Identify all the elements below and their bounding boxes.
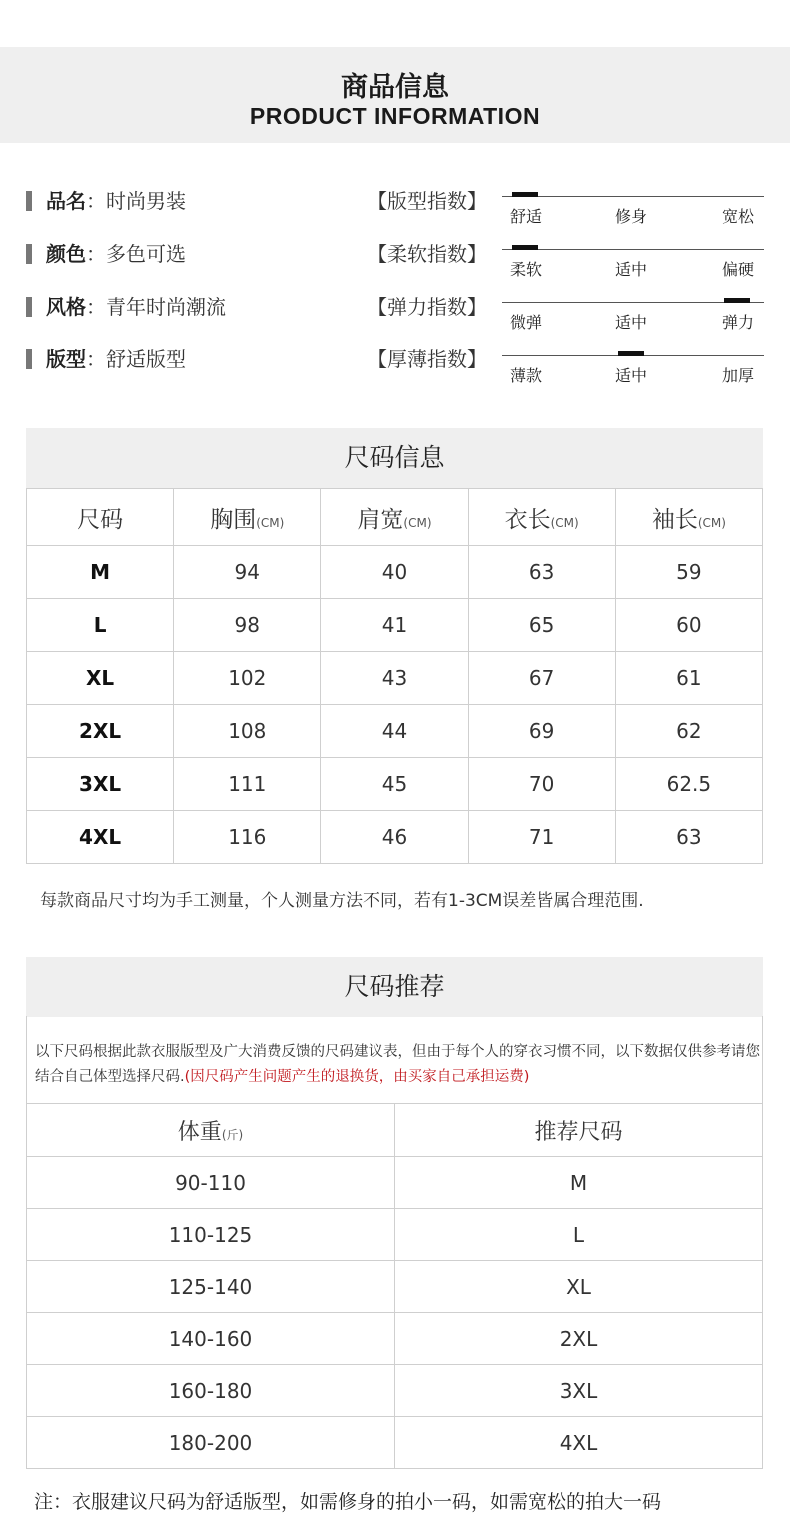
attribute-key: 颜色 bbox=[46, 242, 86, 266]
header-unit: (斤) bbox=[221, 1127, 244, 1142]
header-unit: (CM) bbox=[403, 515, 432, 530]
recommend-warning: (因尺码产生问题产生的退换货，由买家自己承担运费) bbox=[184, 1069, 530, 1085]
recommend-table bbox=[26, 1103, 763, 1469]
scale-label: 加厚 bbox=[722, 366, 755, 385]
scale-marker bbox=[724, 298, 750, 303]
table-cell: 46 bbox=[321, 811, 468, 864]
scale-label: 适中 bbox=[615, 313, 648, 332]
index-scale bbox=[502, 294, 764, 334]
table-cell: M bbox=[395, 1157, 763, 1209]
table-header-cell bbox=[27, 489, 174, 546]
table-cell: XL bbox=[27, 652, 174, 705]
scale-line bbox=[502, 196, 764, 197]
header-label: 袖长 bbox=[651, 506, 698, 533]
attribute-colon: ： bbox=[86, 189, 106, 213]
table-cell: 180-200 bbox=[27, 1417, 395, 1469]
table-cell: 61 bbox=[615, 652, 762, 705]
table-header-cell bbox=[27, 1104, 395, 1157]
table-cell: 98 bbox=[174, 599, 321, 652]
table-row bbox=[27, 1417, 763, 1469]
scale-label: 偏硬 bbox=[722, 260, 755, 279]
table-cell: 108 bbox=[174, 705, 321, 758]
table-cell: 2XL bbox=[27, 705, 174, 758]
index-scale bbox=[502, 188, 764, 228]
index-name: 【弹力指数】 bbox=[367, 295, 487, 319]
attribute-label bbox=[46, 295, 226, 319]
size-table bbox=[26, 488, 763, 864]
table-cell: 111 bbox=[174, 758, 321, 811]
attribute-label bbox=[46, 242, 186, 266]
table-row bbox=[27, 599, 763, 652]
table-cell: 62.5 bbox=[615, 758, 762, 811]
bullet-bar bbox=[26, 297, 32, 317]
attribute-value: 多色可选 bbox=[106, 242, 186, 266]
table-cell: 4XL bbox=[27, 811, 174, 864]
fit-note: 注：衣服建议尺码为舒适版型，如需修身的拍小一码，如需宽松的拍大一码 bbox=[34, 1491, 662, 1513]
attribute-value: 时尚男装 bbox=[106, 189, 186, 213]
attribute-label bbox=[46, 189, 186, 213]
measurement-note: 每款商品尺寸均为手工测量，个人测量方法不同，若有1-3CM误差皆属合理范围. bbox=[40, 891, 644, 911]
size-info-title: 尺码信息 bbox=[26, 428, 763, 488]
table-header-cell bbox=[174, 489, 321, 546]
scale-label: 弹力 bbox=[722, 313, 755, 332]
table-cell: 4XL bbox=[395, 1417, 763, 1469]
table-header-row bbox=[27, 489, 763, 546]
header-unit: (CM) bbox=[256, 515, 285, 530]
table-row bbox=[27, 652, 763, 705]
recommend-description bbox=[35, 1040, 760, 1090]
header-label: 体重 bbox=[177, 1119, 222, 1145]
table-cell: 71 bbox=[468, 811, 615, 864]
index-scale bbox=[502, 347, 764, 387]
attribute-colon: ： bbox=[86, 347, 106, 371]
table-cell: 40 bbox=[321, 546, 468, 599]
table-cell: 2XL bbox=[395, 1313, 763, 1365]
attribute-key: 品名 bbox=[46, 189, 86, 213]
attribute-value: 舒适版型 bbox=[106, 347, 186, 371]
table-cell: 60 bbox=[615, 599, 762, 652]
table-row bbox=[27, 1365, 763, 1417]
bullet-bar bbox=[26, 349, 32, 369]
table-cell: L bbox=[395, 1209, 763, 1261]
header-label: 尺码 bbox=[77, 506, 124, 533]
title-en: PRODUCT INFORMATION bbox=[249, 103, 541, 129]
index-name: 【版型指数】 bbox=[367, 189, 487, 213]
table-cell: 45 bbox=[321, 758, 468, 811]
attribute-key: 风格 bbox=[46, 295, 86, 319]
table-row bbox=[27, 758, 763, 811]
scale-label: 适中 bbox=[615, 260, 648, 279]
recommend-description-text: 以下尺码根据此款衣服版型及广大消费反馈的尺码建议表，但由于每个人的穿衣习惯不同，以下数据仅供参考请您结合自己体型选择尺码. bbox=[35, 1044, 760, 1085]
table-header-cell bbox=[321, 489, 468, 546]
header-label: 推荐尺码 bbox=[534, 1119, 623, 1145]
table-cell: XL bbox=[395, 1261, 763, 1313]
attribute-colon: ： bbox=[86, 242, 106, 266]
table-cell: 62 bbox=[615, 705, 762, 758]
scale-label: 宽松 bbox=[722, 207, 755, 226]
header-label: 衣长 bbox=[504, 506, 551, 533]
table-header-row bbox=[27, 1104, 763, 1157]
table-cell: 69 bbox=[468, 705, 615, 758]
table-cell: 125-140 bbox=[27, 1261, 395, 1313]
recommend-description-box bbox=[26, 1016, 763, 1103]
index-scale bbox=[502, 241, 764, 281]
table-cell: M bbox=[27, 546, 174, 599]
table-cell: 90-110 bbox=[27, 1157, 395, 1209]
table-header-cell bbox=[615, 489, 762, 546]
header-label: 胸围 bbox=[210, 506, 257, 533]
table-cell: 63 bbox=[468, 546, 615, 599]
table-row bbox=[27, 1209, 763, 1261]
header-unit: (CM) bbox=[697, 515, 726, 530]
table-cell: 65 bbox=[468, 599, 615, 652]
title-cn: 商品信息 bbox=[341, 72, 449, 103]
index-name: 【厚薄指数】 bbox=[367, 347, 487, 371]
table-cell: L bbox=[27, 599, 174, 652]
bullet-bar bbox=[26, 191, 32, 211]
table-cell: 63 bbox=[615, 811, 762, 864]
table-row bbox=[27, 1261, 763, 1313]
header-unit: (CM) bbox=[550, 515, 579, 530]
table-cell: 3XL bbox=[27, 758, 174, 811]
table-row bbox=[27, 811, 763, 864]
table-row bbox=[27, 546, 763, 599]
scale-marker bbox=[512, 192, 538, 197]
header-label: 肩宽 bbox=[357, 506, 404, 533]
table-row bbox=[27, 1157, 763, 1209]
scale-label: 适中 bbox=[615, 366, 648, 385]
scale-marker bbox=[618, 351, 644, 356]
attribute-label bbox=[46, 347, 186, 371]
scale-label: 修身 bbox=[615, 207, 648, 226]
table-cell: 116 bbox=[174, 811, 321, 864]
scale-label: 舒适 bbox=[510, 207, 543, 226]
table-cell: 43 bbox=[321, 652, 468, 705]
scale-label: 柔软 bbox=[510, 260, 543, 279]
table-cell: 67 bbox=[468, 652, 615, 705]
scale-label: 微弹 bbox=[510, 313, 543, 332]
bullet-bar bbox=[26, 244, 32, 264]
attribute-key: 版型 bbox=[46, 347, 86, 371]
attribute-value: 青年时尚潮流 bbox=[106, 295, 226, 319]
index-name: 【柔软指数】 bbox=[367, 242, 487, 266]
scale-line bbox=[502, 249, 764, 250]
table-header-cell bbox=[468, 489, 615, 546]
scale-marker bbox=[512, 245, 538, 250]
table-cell: 160-180 bbox=[27, 1365, 395, 1417]
table-cell: 140-160 bbox=[27, 1313, 395, 1365]
table-cell: 70 bbox=[468, 758, 615, 811]
table-row bbox=[27, 705, 763, 758]
table-row bbox=[27, 1313, 763, 1365]
attribute-colon: ： bbox=[86, 295, 106, 319]
table-cell: 44 bbox=[321, 705, 468, 758]
table-cell: 94 bbox=[174, 546, 321, 599]
table-header-cell bbox=[395, 1104, 763, 1157]
table-cell: 3XL bbox=[395, 1365, 763, 1417]
section-header-product-info bbox=[0, 47, 790, 143]
size-recommend-title: 尺码推荐 bbox=[26, 957, 763, 1017]
table-cell: 59 bbox=[615, 546, 762, 599]
table-cell: 110-125 bbox=[27, 1209, 395, 1261]
table-cell: 41 bbox=[321, 599, 468, 652]
table-cell: 102 bbox=[174, 652, 321, 705]
scale-label: 薄款 bbox=[510, 366, 543, 385]
